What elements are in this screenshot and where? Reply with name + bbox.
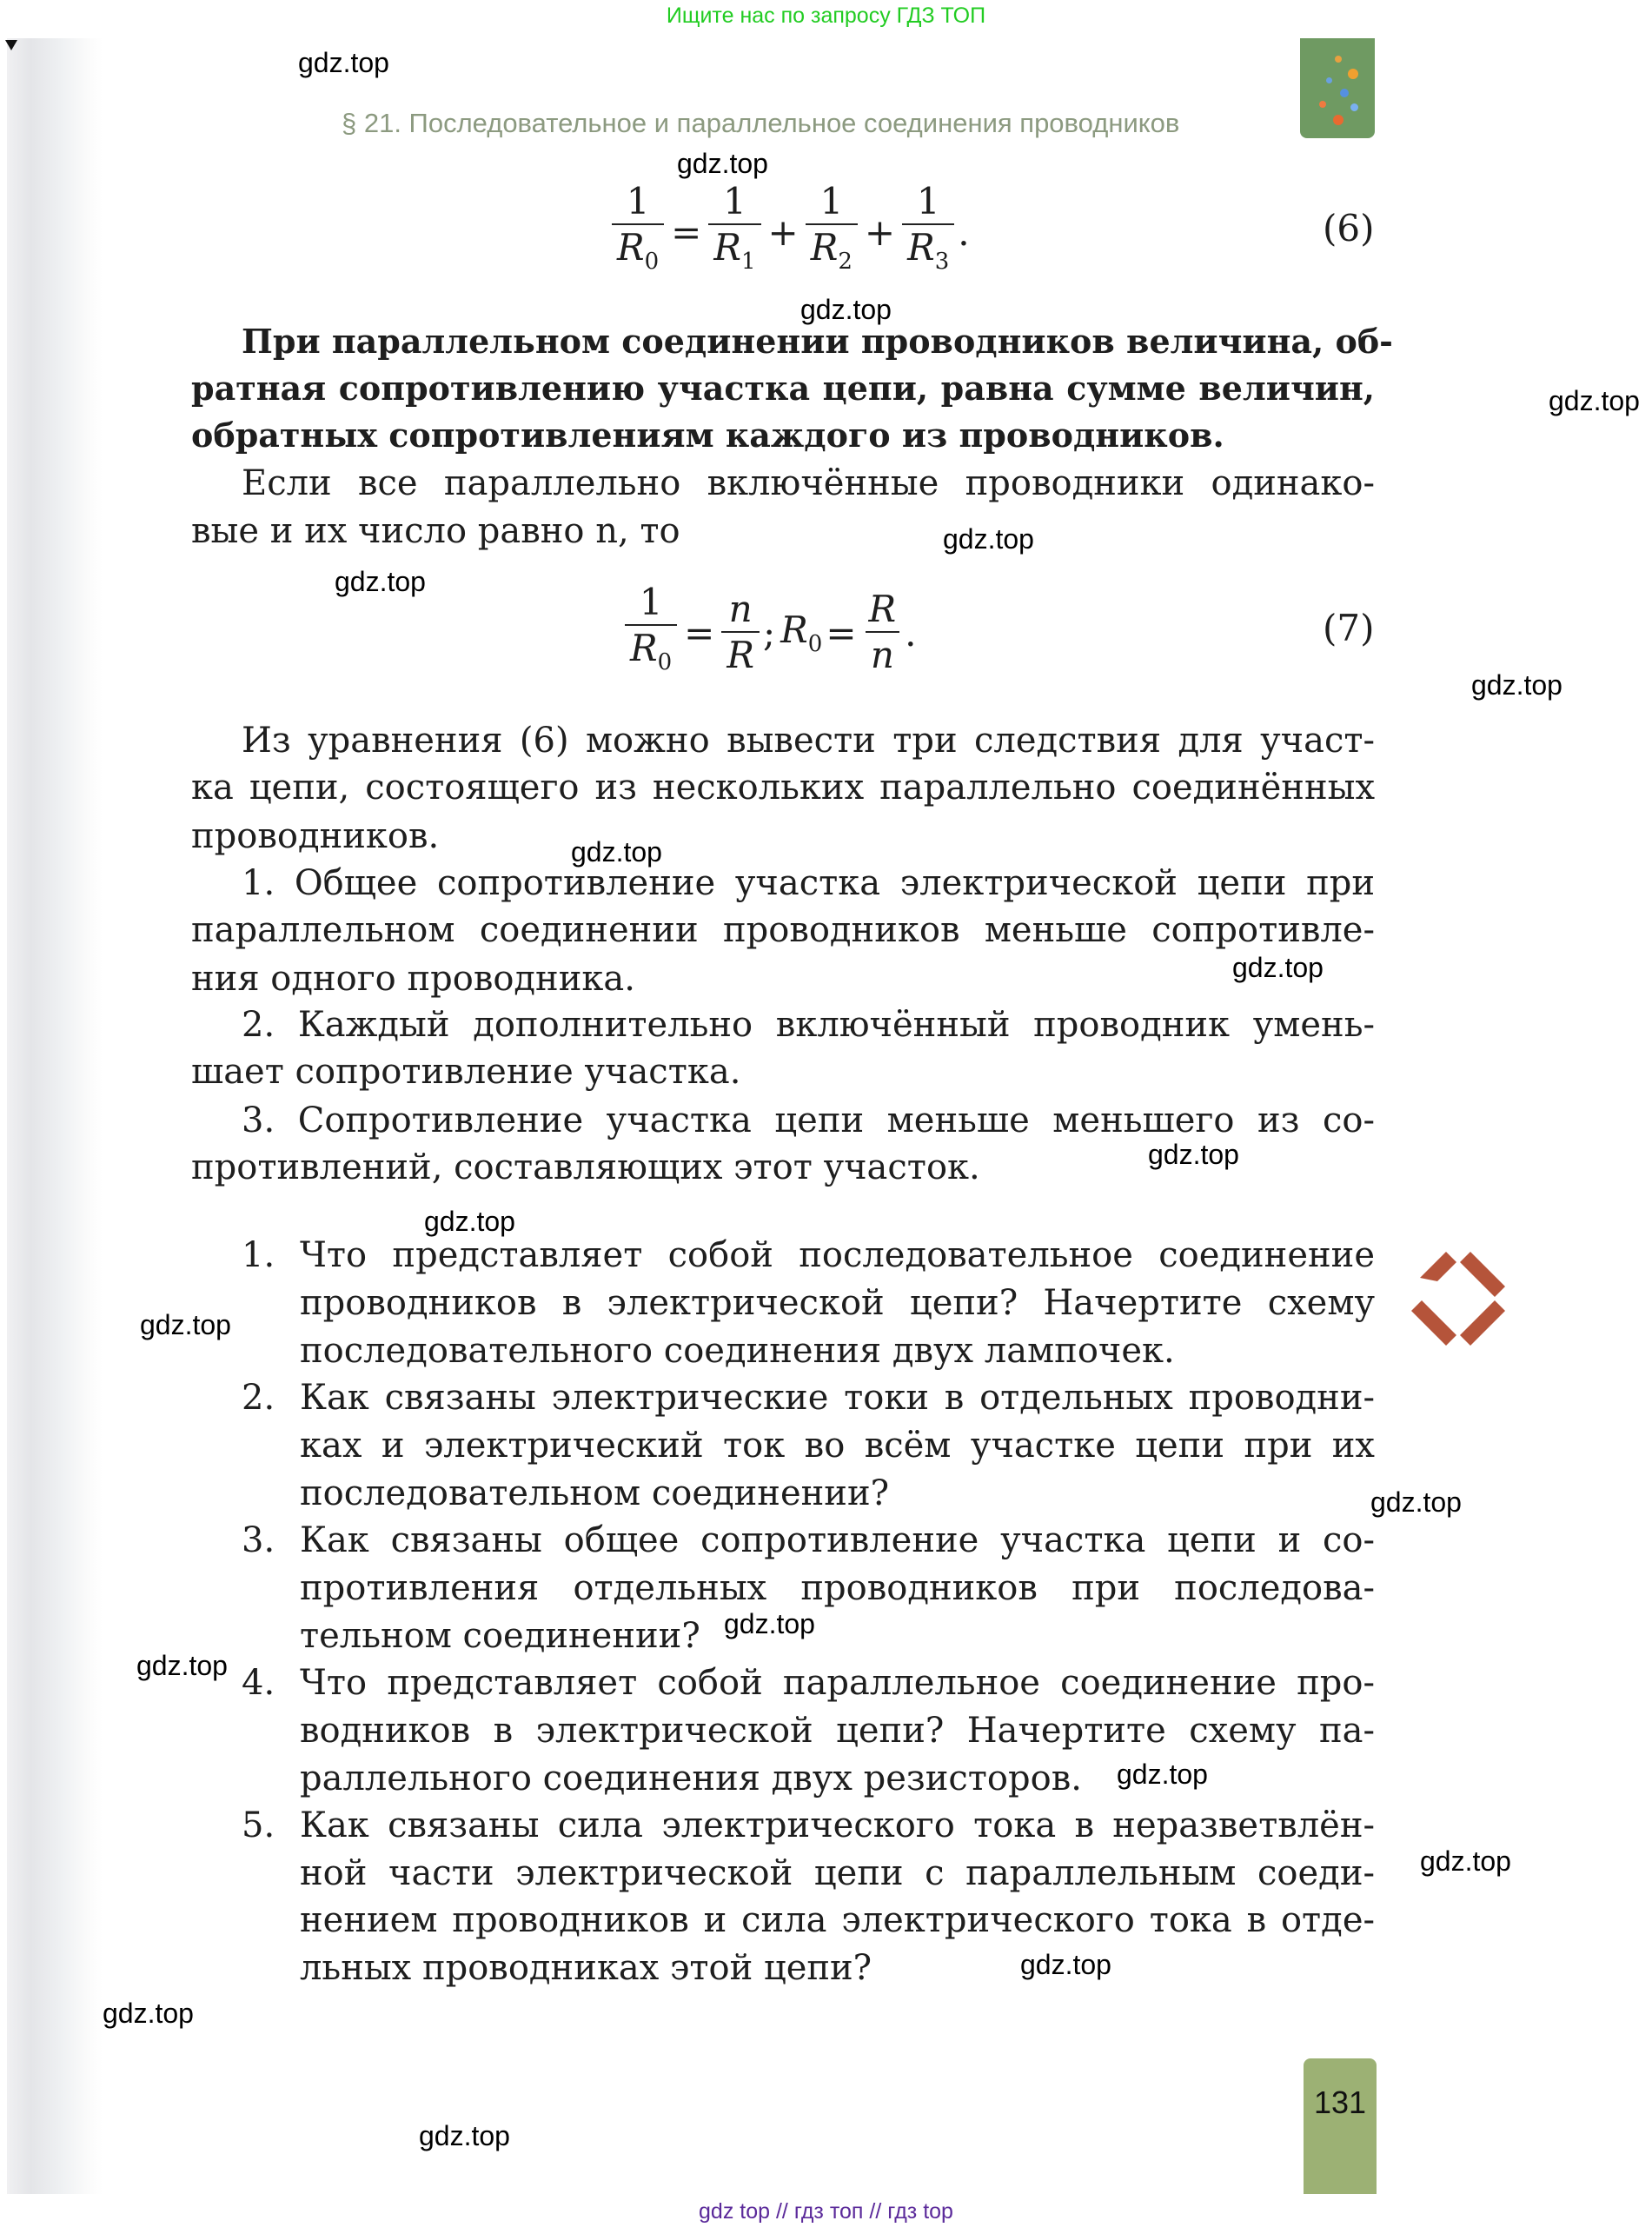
watermark-text: gdz.top xyxy=(1549,385,1640,416)
consequence-line: параллельном соединении проводников меньше сопротивле- xyxy=(191,910,1375,950)
watermark-text: gdz.top xyxy=(1471,669,1562,701)
rule-line: При параллельном соединении проводников величина, об- xyxy=(242,322,1393,361)
consequence-line: противлений, составляющих этот участок. xyxy=(191,1147,980,1187)
paragraph-line: проводников. xyxy=(191,816,440,856)
plus-sign: + xyxy=(767,210,799,254)
spine-mark xyxy=(5,40,17,50)
rule-line: ратная сопротивлению участка цепи, равна сумме величин, xyxy=(191,369,1375,408)
question-line: противления отдельных проводников при последова- xyxy=(300,1568,1375,1608)
equals-sign: = xyxy=(826,611,857,655)
equation-number-7: (7) xyxy=(1323,607,1375,649)
question-line: тельном соединении? xyxy=(300,1616,700,1656)
formula-6 xyxy=(608,180,970,284)
question-number: 2. xyxy=(242,1378,275,1418)
watermark-text: gdz.top xyxy=(943,523,1034,555)
watermark-text: gdz.top xyxy=(1117,1759,1208,1790)
watermark-text: gdz.top xyxy=(136,1650,228,1681)
paragraph-line: вые и их число равно n, то xyxy=(191,511,680,551)
rule-line: обратных сопротивлениям каждого из проводников. xyxy=(191,416,1224,455)
denominator: $R_0$ xyxy=(625,624,677,685)
question-number: 3. xyxy=(242,1520,275,1560)
question-line: ной части электрической цепи с параллельным соеди- xyxy=(300,1853,1375,1893)
watermark-text: gdz.top xyxy=(1370,1486,1462,1518)
denominator: $R_1$ xyxy=(708,223,760,284)
watermark-text: gdz.top xyxy=(1232,952,1324,983)
watermark-text: gdz.top xyxy=(571,836,662,868)
plus-sign: + xyxy=(864,210,896,254)
numerator: R xyxy=(868,588,897,630)
watermark-text: gdz.top xyxy=(335,566,426,597)
question-number: 1. xyxy=(242,1235,275,1275)
denominator: $R_2$ xyxy=(806,223,858,284)
consequence-line: 1. Общее сопротивление участка электрической цепи при xyxy=(242,863,1375,903)
numerator: 1 xyxy=(626,180,650,223)
paragraph-line: Если все параллельно включённые проводники одинако- xyxy=(242,463,1375,503)
question-line: проводников в электрической цепи? Начертите схему xyxy=(300,1283,1375,1323)
formula-7 xyxy=(621,581,917,685)
question-line: льных проводниках этой цепи? xyxy=(300,1948,872,1988)
watermark-text: gdz.top xyxy=(419,2120,510,2151)
watermark-text: gdz.top xyxy=(424,1206,515,1237)
numerator: 1 xyxy=(819,180,844,223)
search-banner: Ищите нас по запросу ГДЗ ТОП xyxy=(666,3,986,28)
numerator: 1 xyxy=(916,180,940,223)
watermark-text: gdz.top xyxy=(140,1309,231,1340)
paragraph-line: ка цепи, состоящего из нескольких параллельно соединённых xyxy=(191,768,1375,808)
denominator: n xyxy=(866,631,899,678)
consequence-line: ния одного проводника. xyxy=(191,959,635,999)
watermark-text: gdz.top xyxy=(298,47,389,78)
consequence-line: 3. Сопротивление участка цепи меньше меньшего из со- xyxy=(242,1100,1375,1140)
page-spine-shadow xyxy=(7,38,103,2194)
period: . xyxy=(905,611,917,655)
numerator: 1 xyxy=(639,581,663,623)
question-line: водников в электрической цепи? Начертите схему па- xyxy=(300,1711,1375,1751)
question-line: раллельного соединения двух резисторов. xyxy=(300,1759,1082,1799)
watermark-text: gdz.top xyxy=(103,1998,194,2029)
question-line: последовательном соединении? xyxy=(300,1473,890,1513)
question-line: Как связаны общее сопротивление участка цепи и со- xyxy=(300,1520,1375,1560)
watermark-text: gdz.top xyxy=(1420,1845,1511,1877)
question-number: 4. xyxy=(242,1663,275,1703)
footer-watermark: gdz top // гдз топ // гдз top xyxy=(699,2199,953,2224)
semicolon: ; xyxy=(763,611,776,655)
question-line: ках и электрический ток во всём участке цепи при их xyxy=(300,1426,1375,1466)
question-line: Что представляет собой параллельное соединение про- xyxy=(300,1663,1375,1703)
denominator: $R_3$ xyxy=(902,223,954,284)
question-line: нением проводников и сила электрического тока в отде- xyxy=(300,1900,1375,1940)
watermark-text: gdz.top xyxy=(724,1608,815,1639)
watermark-text: gdz.top xyxy=(677,148,768,179)
question-line: последовательного соединения двух лампочек. xyxy=(300,1331,1175,1371)
numerator: 1 xyxy=(723,180,746,223)
consequence-line: шает сопротивление участка. xyxy=(191,1052,741,1092)
section-header: § 21. Последовательное и параллельное соединения проводников xyxy=(342,108,1180,138)
consequence-line: 2. Каждый дополнительно включённый проводник умень- xyxy=(242,1005,1375,1045)
question-line: Как связаны сила электрического тока в неразветвлён- xyxy=(300,1805,1375,1845)
chapter-tab-icon xyxy=(1300,38,1375,138)
question-line: Как связаны электрические токи в отдельных проводни- xyxy=(300,1378,1375,1418)
equals-sign: = xyxy=(684,611,715,655)
paragraph-line: Из уравнения (6) можно вывести три следствия для участ- xyxy=(242,721,1375,761)
equation-number-6: (6) xyxy=(1323,207,1375,249)
watermark-text: gdz.top xyxy=(1148,1139,1239,1170)
equals-sign: = xyxy=(671,210,702,254)
period: . xyxy=(958,210,970,254)
question-number: 5. xyxy=(242,1805,275,1845)
denominator: $R_0$ xyxy=(612,223,664,284)
question-line: Что представляет собой последовательное соединение xyxy=(300,1235,1375,1275)
denominator: R xyxy=(721,631,760,678)
page-number: 131 xyxy=(1313,2084,1367,2120)
numerator: n xyxy=(728,588,753,630)
watermark-text: gdz.top xyxy=(1020,1949,1111,1980)
watermark-text: gdz.top xyxy=(800,294,892,325)
questions-section-icon xyxy=(1403,1243,1514,1354)
page-number-tab xyxy=(1304,2058,1377,2194)
r0-symbol: $R_0$ xyxy=(780,608,823,657)
